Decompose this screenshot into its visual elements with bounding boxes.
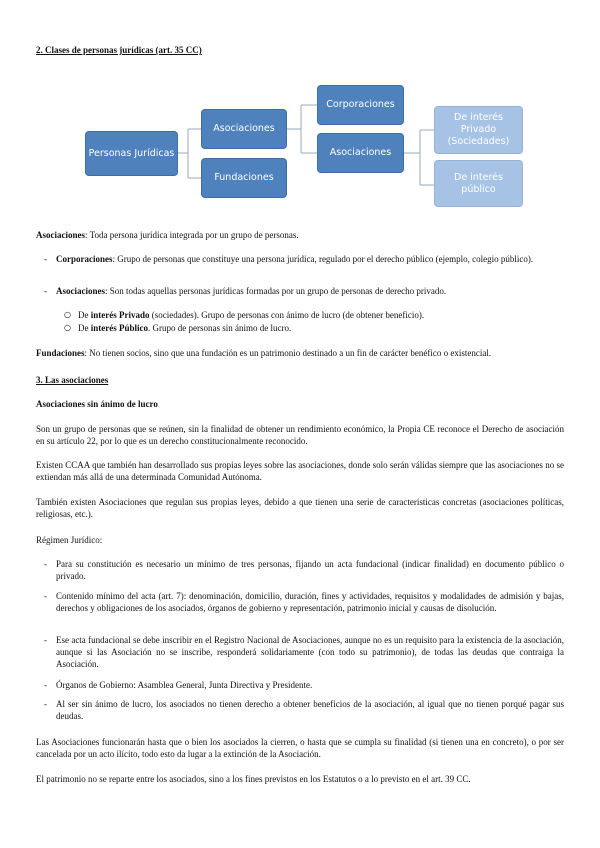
regimen-bullet-text: Para su constitución es necesario un mínimo de tres personas, fijando un acta fundacional (indicar finalidad) en documento público o privado. <box>56 559 564 581</box>
bullet-dash: - <box>44 699 47 709</box>
subbullet-text: . Grupo de personas sin ánimo de lucro. <box>148 323 292 333</box>
subbullet-term: interés Público <box>90 323 148 333</box>
node-personas-juridicas: Personas Jurídicas <box>85 131 178 176</box>
paragraph-5: El patrimonio no se reparte entre los asociados, sino a los fines previstos en los Estatutos o a lo previsto en el art. 39 CC. <box>36 774 471 784</box>
node-interes-publico: De interés público <box>434 160 523 207</box>
subbullet-prefix: De <box>78 323 91 333</box>
paragraph-2: Existen CCAA que también han desarrollado sus propias leyes sobre las asociaciones, donde solo serán válidas siempre que las asociaciones no se extiendan más allá de una determinada Comunidad Autónoma. <box>36 460 564 482</box>
fundaciones-definition <box>36 347 564 359</box>
bullet-text: : Son todas aquellas personas jurídicas formadas por un grupo de personas de derecho privado. <box>105 286 447 296</box>
subbullet-term: interés Privado <box>90 310 150 320</box>
bullet-dash: - <box>44 254 47 264</box>
section-2-heading: 2. Clases de personas jurídicas (art. 35 CC) <box>36 45 202 55</box>
regimen-bullet-text: Al ser sin ánimo de lucro, los asociados no tienen derecho a obtener beneficios de la asociación, al igual que no tienen porqué pagar sus deudas. <box>56 699 564 721</box>
section-3-subheading: Asociaciones sin ánimo de lucro <box>36 399 158 409</box>
bullet-dash: - <box>44 591 47 601</box>
bullet-dash: - <box>44 635 47 645</box>
subbullet-prefix: De <box>78 310 91 320</box>
paragraph-4: Las Asociaciones funcionarán hasta que o bien los asociados la cierren, o hasta que se cumpla su finalidad (si tienen una en concreto), o por ser cancelada por un acto ilícito, todo esto da lugar a la extinción de la Asociación. <box>36 737 564 759</box>
subbullet-publico <box>64 322 564 334</box>
regimen-bullet-text: Contenido mínimo del acta (art. 7): denominación, domicilio, duración, fines y actividades, requisitos y modalidades de admisión y bajas, derechos y obligaciones de los asociados, órganos de gobierno y representación, patrimonio inicial y causas de disolución. <box>56 591 564 613</box>
bullet-dash: - <box>44 559 47 569</box>
bullet-dash: - <box>44 680 47 690</box>
fundaciones-text: : No tienen socios, sino que una fundación es un patrimonio destinado a un fin de carácter benéfico o existencial. <box>84 348 492 358</box>
regimen-bullet <box>44 634 564 670</box>
regimen-bullet-text: Ese acta fundacional se debe inscribir en el Registro Nacional de Asociaciones, aunque no es un requisito para la existencia de la asociación, aunque si las Asociación no se inscribe, responderá solidariamente (con todo su patrimonio), de todas las deudas que contraiga la Asociación. <box>56 635 564 669</box>
paragraph-3: También existen Asociaciones que regulan sus propias leyes, debido a que tienen una serie de características concretas (asociaciones políticas, religiosas, etc.). <box>36 497 564 519</box>
bullet-text: : Grupo de personas que constituye una persona jurídica, regulado por el derecho público (ejemplo, colegio público). <box>112 254 534 264</box>
section-3-heading: 3. Las asociaciones <box>36 375 109 385</box>
regimen-bullet <box>44 679 564 691</box>
paragraph-1: Son un grupo de personas que se reúnen, sin la finalidad de obtener un rendimiento económico, la Propia CE reconoce el Derecho de asociación en su artículo 22, por lo que es un derecho constitucionalmente reconocido. <box>36 424 564 446</box>
fundaciones-term: Fundaciones <box>36 348 85 358</box>
subbullet-text: (sociedades). Grupo de personas con ánimo de lucro (de obtener beneficio). <box>149 310 425 320</box>
circle-bullet-icon: ○ <box>64 310 71 319</box>
bullet-asociaciones <box>44 285 564 297</box>
node-asociaciones-sub: Asociaciones <box>317 133 404 173</box>
node-fundaciones: Fundaciones <box>201 158 287 198</box>
subbullet-privado <box>64 309 564 321</box>
asociaciones-term: Asociaciones <box>36 230 85 240</box>
asociaciones-definition <box>36 229 564 241</box>
regimen-bullet <box>44 558 564 582</box>
node-corporaciones: Corporaciones <box>317 85 404 125</box>
circle-bullet-icon: ○ <box>64 323 71 332</box>
bullet-corporaciones <box>44 253 564 265</box>
regimen-bullet <box>44 590 564 614</box>
asociaciones-text: : Toda persona jurídica integrada por un grupo de personas. <box>85 230 299 240</box>
bullet-term: Corporaciones <box>56 254 113 264</box>
regimen-bullet-text: Órganos de Gobierno: Asamblea General, Junta Directiva y Presidente. <box>56 680 313 690</box>
bullet-dash: - <box>44 286 47 296</box>
bullet-term: Asociaciones <box>56 286 105 296</box>
regimen-label: Régimen Jurídico: <box>36 535 103 545</box>
node-asociaciones: Asociaciones <box>201 109 287 149</box>
node-interes-privado: De interés Privado (Sociedades) <box>434 106 523 154</box>
regimen-bullet <box>44 698 564 722</box>
